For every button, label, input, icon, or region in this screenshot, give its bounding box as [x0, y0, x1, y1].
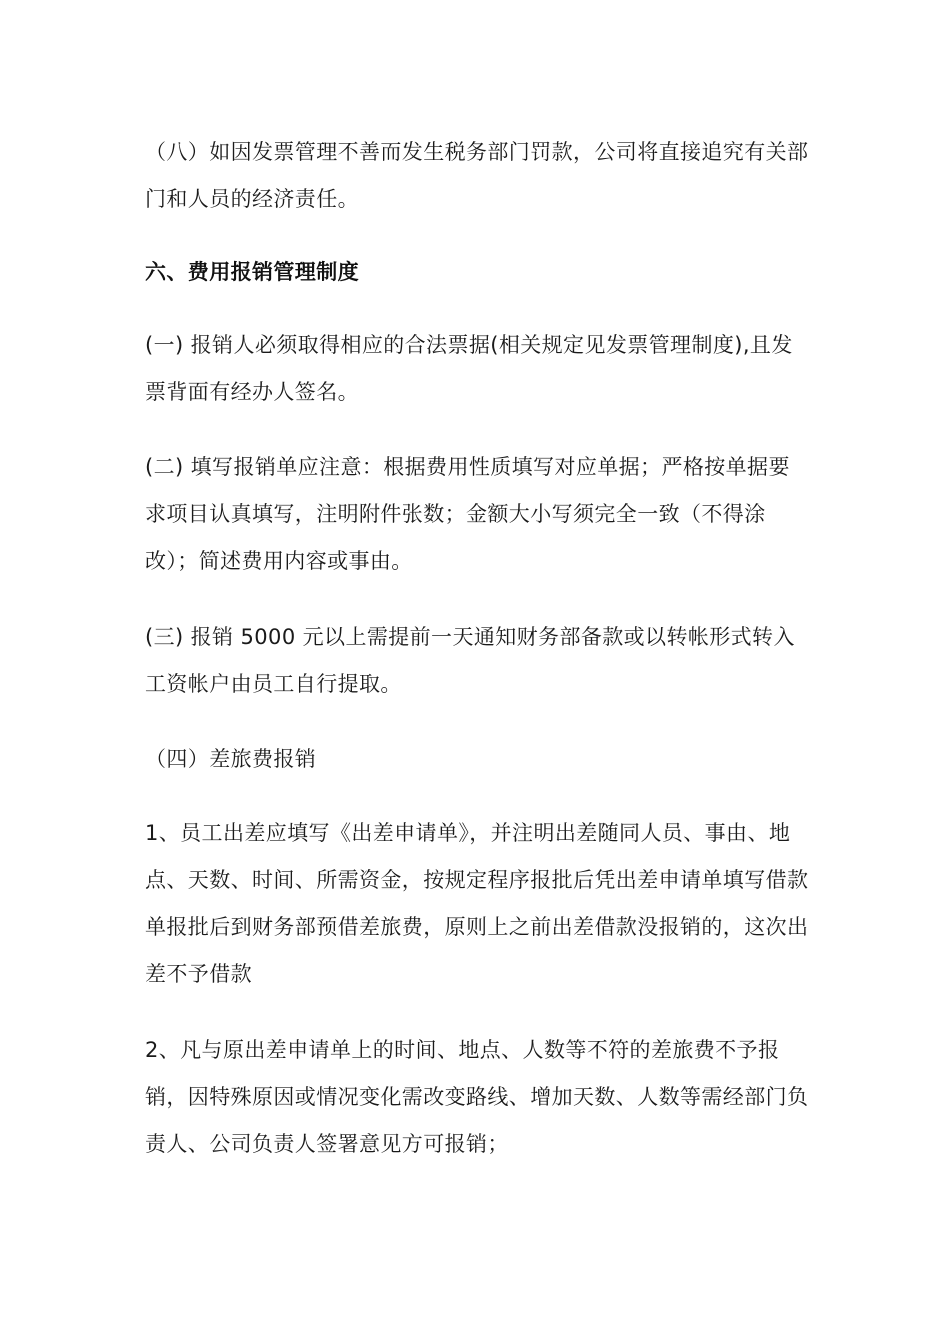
paragraph-travel-rule-1: 1、员工出差应填写《出差申请单》，并注明出差随同人员、事由、地点、天数、时间、所需资金，按规定程序报批后凭出差申请单填写借款单报批后到财务部预借差旅费，原则上之前出差借款没报销的，这次出差不予借款: [145, 821, 809, 986]
paragraph-item-3: (三) 报销 5000 元以上需提前一天通知财务部备款或以转帐形式转入工资帐户由员工自行提取。: [145, 625, 795, 696]
section-heading-expense-reimbursement: 六、费用报销管理制度: [145, 260, 359, 284]
paragraph-travel-rule-2: 2、凡与原出差申请单上的时间、地点、人数等不符的差旅费不予报销，因特殊原因或情况变化需改变路线、增加天数、人数等需经部门负责人、公司负责人签署意见方可报销；: [145, 1038, 809, 1156]
subheading-travel-expense: （四）差旅费报销: [145, 747, 317, 771]
paragraph-item-2: (二) 填写报销单应注意：根据费用性质填写对应单据；严格按单据要求项目认真填写，注明附件张数；金额大小写须完全一致（不得涂改）；简述费用内容或事由。: [145, 455, 790, 573]
paragraph-item-1: (一) 报销人必须取得相应的合法票据(相关规定见发票管理制度),且发票背面有经办人签名。: [145, 333, 793, 404]
paragraph-invoice-penalty: （八）如因发票管理不善而发生税务部门罚款，公司将直接追究有关部门和人员的经济责任。: [145, 140, 809, 211]
